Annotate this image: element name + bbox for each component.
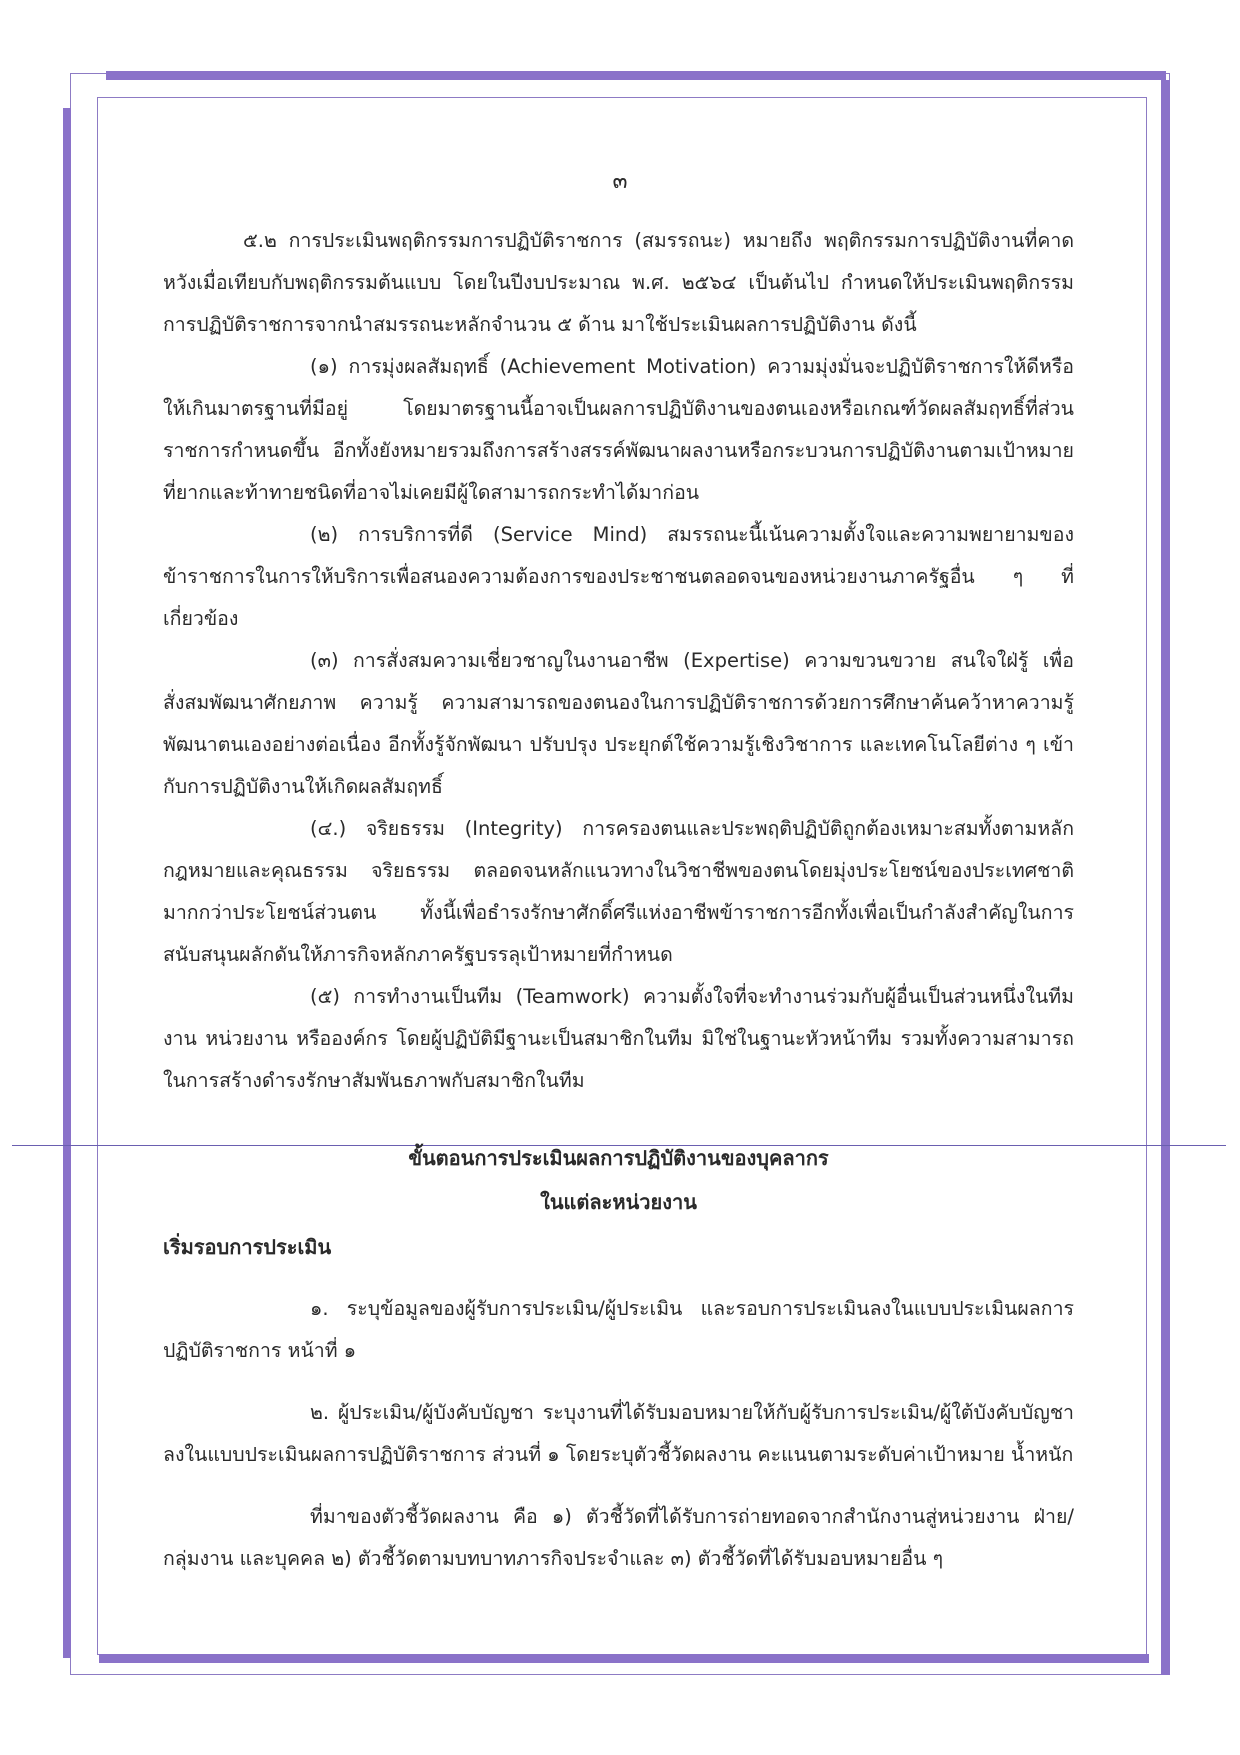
competency-achievement: (๑) การมุ่งผลสัมฤทธิ์ (Achievement Motivation) ความมุ่งมั่นจะปฏิบัติราชการให้ดีหรือให้เกินมาตรฐานที่มีอยู่ โดยมาตรฐานนี้อาจเป็นผลการปฏิบัติงานของตนเองหรือเกณฑ์วัดผลสัมฤทธิ์ที่ส่วนราชการกำหนดขึ้น อีกทั้งยังหมายรวมถึงการสร้างสรรค์พัฒนาผลงานหรือกระบวนการปฏิบัติงานตามเป้าหมายที่ยากและท้าทายชนิดที่อาจไม่เคยมีผู้ใดสามารถกระทำได้มาก่อน — [163, 355, 1074, 504]
border-bar-right — [1161, 80, 1170, 1675]
competency-integrity: (๔.) จริยธรรม (Integrity) การครองตนและประพฤติปฏิบัติถูกต้องเหมาะสมทั้งตามหลักกฎหมายและคุณธรรม จริยธรรม ตลอดจนหลักแนวทางในวิชาชีพของตนโดยมุ่งประโยชน์ของประเทศชาติมากกว่าประโยชน์ส่วนตน ทั้งนี้เพื่อธำรงรักษาศักดิ์ศรีแห่งอาชีพข้าราชการอีกทั้งเพื่อเป็นกำลังสำคัญในการสนับสนุนผลักดันให้ภารกิจหลักภาครัฐบรรลุเป้าหมายที่กำหนด — [163, 817, 1074, 966]
border-bar-top — [106, 71, 1166, 80]
step-2: ๒. ผู้ประเมิน/ผู้บังคับบัญชา ระบุงานที่ได้รับมอบหมายให้กับผู้รับการประเมิน/ผู้ใต้บังคับบัญชาลงในแบบประเมินผลการปฏิบัติราชการ ส่วนที่ ๑ โดยระบุตัวชี้วัดผลงาน คะแนนตามระดับค่าเป้าหมาย น้ำหนัก — [163, 1401, 1074, 1466]
competency-teamwork: (๕) การทำงานเป็นทีม (Teamwork) ความตั้งใจที่จะทำงานร่วมกับผู้อื่นเป็นส่วนหนึ่งในทีมงาน หน่วยงาน หรือองค์กร โดยผู้ปฏิบัติมีฐานะเป็นสมาชิกในทีม มิใช่ในฐานะหัวหน้าทีม รวมทั้งความสามารถในการสร้างดำรงรักษาสัมพันธภาพกับสมาชิกในทีม — [163, 985, 1074, 1092]
intro-paragraph: ๕.๒ การประเมินพฤติกรรมการปฏิบัติราชการ (สมรรถนะ) หมายถึง พฤติกรรมการปฏิบัติงานที่คาดหวังเมื่อเทียบกับพฤติกรรมต้นแบบ โดยในปีงบประมาณ พ.ศ. ๒๕๖๔ เป็นต้นไป กำหนดให้ประเมินพฤติกรรมการปฏิบัติราชการจากนำสมรรถนะหลักจำนวน ๕ ด้าน มาใช้ประเมินผลการปฏิบัติงาน ดังนี้ — [163, 229, 1074, 336]
step-2-indicator-sources: ที่มาของตัวชี้วัดผลงาน คือ ๑) ตัวชี้วัดที่ได้รับการถ่ายทอดจากสำนักงานสู่หน่วยงาน ฝ่าย/กลุ่มงาน และบุคคล ๒) ตัวชี้วัดตามบทบาทภารกิจประจำและ ๓) ตัวชี้วัดที่ได้รับมอบหมายอื่น ๆ — [163, 1505, 1074, 1570]
competency-service-mind: (๒) การบริการที่ดี (Service Mind) สมรรถนะนี้เน้นความตั้งใจและความพยายามของข้าราชการในการให้บริการเพื่อสนองความต้องการของประชาชนตลอดจนของหน่วยงานภาครัฐอื่น ๆ ที่เกี่ยวข้อง — [163, 523, 1074, 630]
document-body — [163, 220, 1074, 1580]
section-title-line-2: ในแต่ละหน่วยงาน — [540, 1190, 697, 1214]
competency-expertise: (๓) การสั่งสมความเชี่ยวชาญในงานอาชีพ (Expertise) ความขวนขวาย สนใจใฝ่รู้ เพื่อสั่งสมพัฒนาศักยภาพ ความรู้ ความสามารถของตนองในการปฏิบัติราชการด้วยการศึกษาค้นคว้าหาความรู้ พัฒนาตนเองอย่างต่อเนื่อง อีกทั้งรู้จักพัฒนา ปรับปรุง ประยุกต์ใช้ความรู้เชิงวิชาการ และเทคโนโลยีต่าง ๆ เข้ากับการปฏิบัติงานให้เกิดผลสัมฤทธิ์ — [163, 649, 1074, 798]
step-1: ๑. ระบุข้อมูลของผู้รับการประเมิน/ผู้ประเมิน และรอบการประเมินลงในแบบประเมินผลการปฏิบัติราชการ หน้าที่ ๑ — [163, 1297, 1074, 1362]
page-number: ๓ — [612, 169, 628, 194]
border-bar-bottom — [99, 1654, 1149, 1663]
subheading: เริ่มรอบการประเมิน — [163, 1235, 332, 1259]
border-bar-left — [63, 108, 71, 1658]
section-title — [163, 1136, 1074, 1224]
section-title-line-1: ขั้นตอนการประเมินผลการปฏิบัติงานของบุคลากร — [408, 1146, 829, 1170]
